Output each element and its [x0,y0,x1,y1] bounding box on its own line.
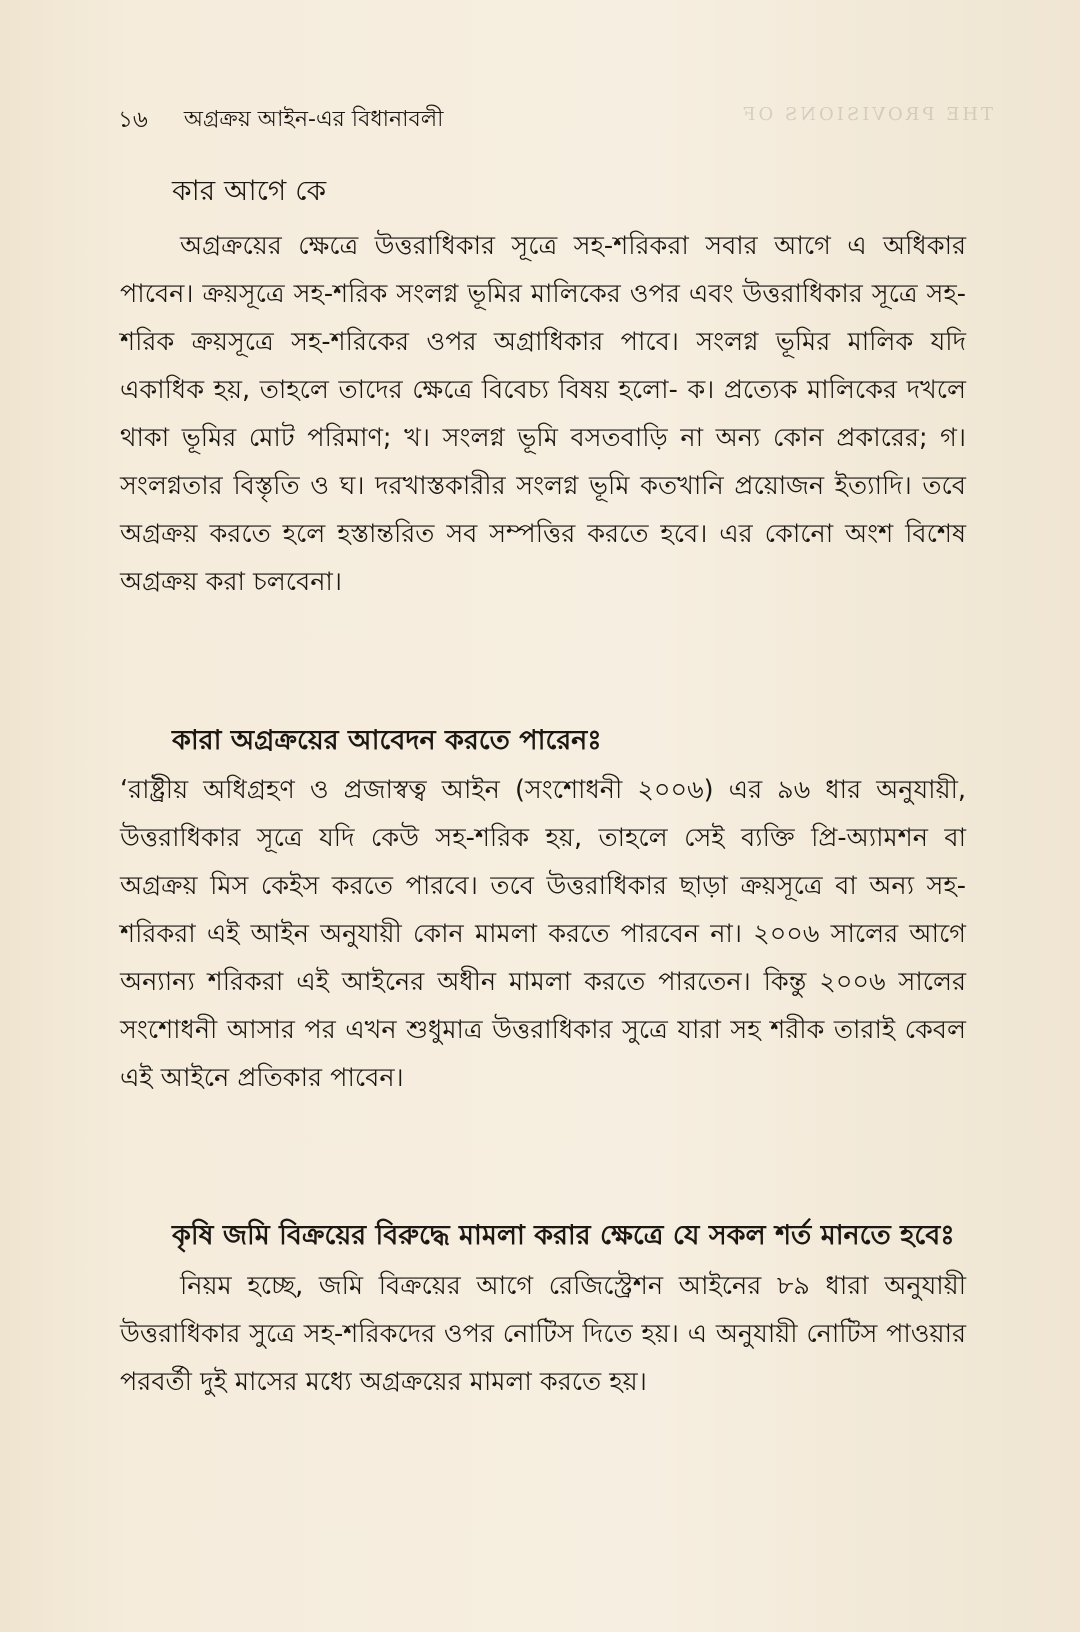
section-conditions [120,1210,966,1406]
section-who-can-apply [120,716,966,1102]
page-number: ১৬ [118,106,148,133]
section-heading: কারা অগ্রক্রয়ের আবেদন করতে পারেনঃ [172,725,602,756]
section-body: ‘রাষ্ট্রীয় অধিগ্রহণ ও প্রজাস্বত্ব আইন (সংশোধনী ২০০৬) এর ৯৬ ধার অনুযায়ী, উত্তরাধিকার সূত্রে যদি কেউ সহ-শরিক হয়, তাহলে সেই ব্যক্তি প্রি-অ্যামশন বা অগ্রক্রয় মিস কেইস করতে পারবে। তবে উত্তরাধিকার ছাড়া ক্রয়সূত্রে বা অন্য সহ-শরিকরা এই আইন অনুযায়ী কোন মামলা করতে পারবেন না। ২০০৬ সালের আগে অন্যান্য শরিকরা এই আইনের অধীন মামলা করতে পারতেন। কিন্তু ২০০৬ সালের সংশোধনী আসার পর এখন শুধুমাত্র উত্তরাধিকার সুত্রে যারা সহ শরীক তারাই কেবল এই আইনে প্রতিকার পাবেন। [120,775,966,1093]
section-body: নিয়ম হচ্ছে, জমি বিক্রয়ের আগে রেজিস্ট্রেশন আইনের ৮৯ ধারা অনুযায়ী উত্তরাধিকার সুত্রে সহ-শরিকদের ওপর নোটিস দিতে হয়। এ অনুযায়ী নোটিস পাওয়ার পরবর্তী দুই মাসের মধ্যে অগ্রক্রয়ের মামলা করতে হয়। [120,1271,966,1397]
page-header [118,100,978,140]
section-heading: কার আগে কে [172,174,327,207]
running-title: অগ্রক্রয় আইন-এর বিধানাবলী [183,106,444,132]
section-body: অগ্রক্রয়ের ক্ষেত্রে উত্তরাধিকার সূত্রে সহ-শরিকরা সবার আগে এ অধিকার পাবেন। ক্রয়সূত্রে সহ-শরিক সংলগ্ন ভূমির মালিকের ওপর এবং উত্তরাধিকার সূত্রে সহ-শরিক ক্রয়সূত্রে সহ-শরিকের ওপর অগ্রাধিকার পাবে। সংলগ্ন ভূমির মালিক যদি একাধিক হয়, তাহলে তাদের ক্ষেত্রে বিবেচ্য বিষয় হলো- ক। প্রত্যেক মালিকের দখলে থাকা ভূমির মোট পরিমাণ; খ। সংলগ্ন ভূমি বসতবাড়ি না অন্য কোন প্রকারের; গ। সংলগ্নতার বিস্তৃতি ও ঘ। দরখাস্তকারীর সংলগ্ন ভূমি কতখানি প্রয়োজন ইত্যাদি। তবে অগ্রক্রয় করতে হলে হস্তান্তরিত সব সম্পত্তির করতে হবে। এর কোনো অংশ বিশেষ অগ্রক্রয় করা চলবেনা। [120,231,966,597]
bleed-through-text: THE PROVISIONS OF [740,104,994,125]
section-who-first [120,166,966,606]
section-heading: কৃষি জমি বিক্রয়ের বিরুদ্ধে মামলা করার ক্ষেত্রে যে সকল শর্ত মানতে হবেঃ [172,1220,955,1251]
